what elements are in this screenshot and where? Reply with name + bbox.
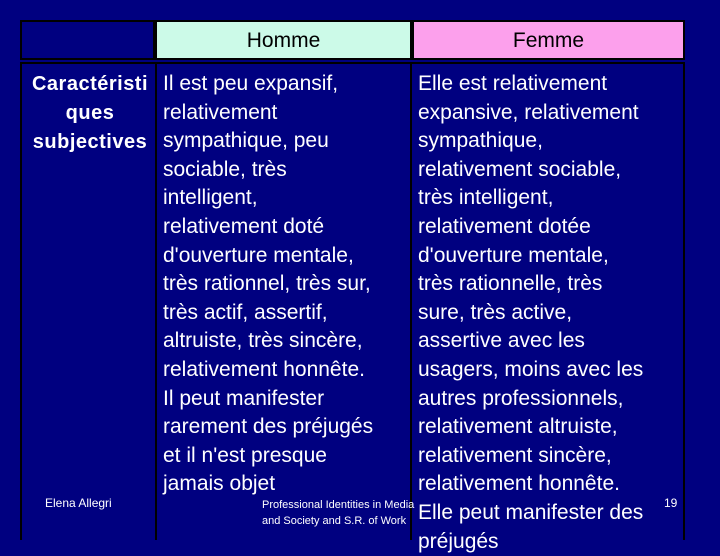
cell-homme-text: Il est peu expansif, relativement sympathique, peu sociable, très intelligent, relativement doté d'ouverture mentale, très rationnel, très sur, très actif, assertif, altruiste, très sincère, relativement honnête. Il peut manifester rarement des préjugés et il n'est presque jamais objet — [163, 72, 374, 496]
cell-femme-text: Elle est relativement expansive, relativement sympathique, relativement sociable, très intelligent, relativement dotée d'ouverture mentale, très rationnelle, très sure, très active, assertive avec les usagers, moins avec les autres professionnels, relativement altruiste, relativement sincère, relativement honnête. Elle peut manifester des préjugés — [418, 72, 644, 553]
footer-author: Elena Allegri — [45, 496, 112, 510]
column-header-homme: Homme — [155, 20, 412, 60]
table-header-corner — [20, 20, 155, 60]
page-number: 19 — [664, 496, 678, 510]
footer-title: Professional Identities in Media and Society and S.R. of Work — [262, 499, 415, 527]
row-label: Caractéristi ques subjectives — [31, 73, 149, 153]
column-divider — [410, 62, 412, 540]
column-header-femme: Femme — [412, 20, 685, 60]
